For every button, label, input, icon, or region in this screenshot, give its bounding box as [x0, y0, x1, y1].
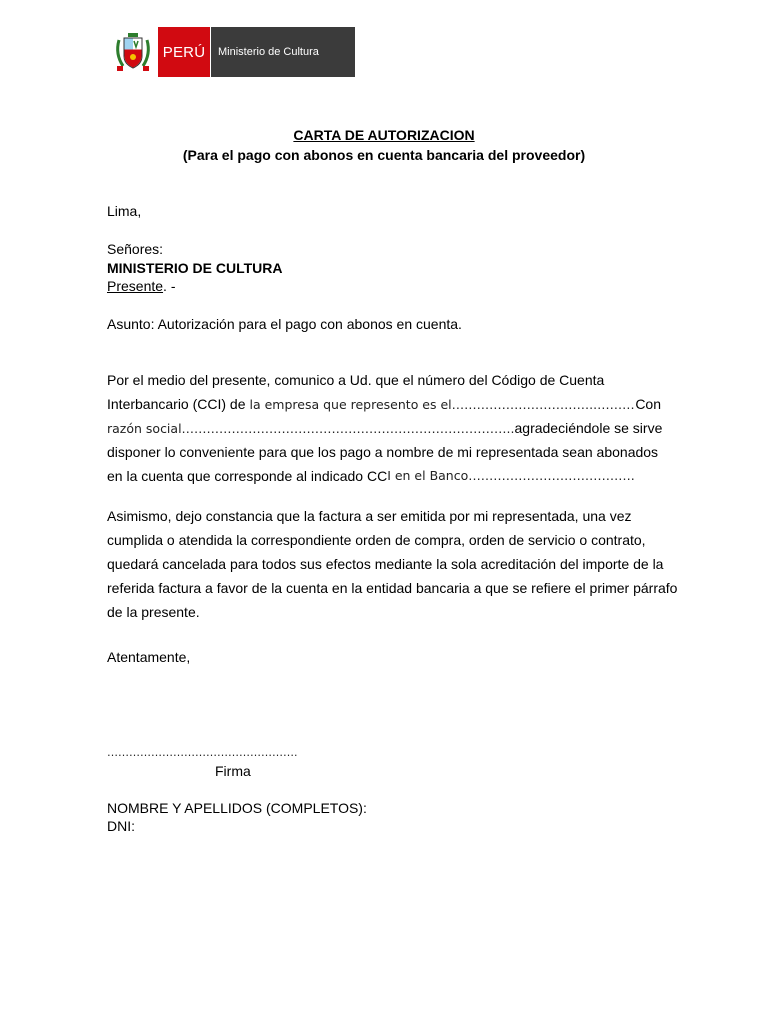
paragraph-line [107, 392, 661, 416]
paragraph-line [107, 504, 661, 528]
paragraph-invoice [107, 504, 678, 624]
salutation: Señores: [107, 241, 164, 257]
paragraph-line [107, 464, 661, 488]
bank-name-blank: …………………………………. [468, 468, 635, 483]
city-line: Lima, [107, 203, 142, 219]
letter-subtitle: (Para el pago con abonos en cuenta bancaria del proveedor) [182, 147, 586, 163]
line-text: disponer lo conveniente para que los pago a nombre de mi representada sean abonados [107, 444, 659, 460]
line-text: Por el medio del presente, comunico a Ud. que el número del Código de Cuenta [107, 372, 605, 388]
paragraph-cci [107, 368, 661, 488]
line-text: Interbancario (CCI) de [107, 396, 246, 412]
dni-label: DNI: [107, 818, 135, 834]
cci-blank: ……………………………..……… [451, 397, 635, 412]
line-text: cumplida o atendida la correspondiente orden de compra, orden de servicio o contrato, [107, 532, 646, 548]
signature-line: ……………………………………………. [107, 746, 298, 759]
ministry-logo [108, 27, 355, 77]
signature-label: Firma [215, 763, 251, 779]
paragraph-line [107, 552, 664, 576]
line-text: en la cuenta que corresponde al indicado CC [107, 468, 388, 484]
paragraph-line [107, 368, 661, 392]
peru-coat-of-arms-icon [108, 27, 158, 77]
paragraph-line [107, 600, 661, 624]
line-text: razón social [107, 421, 182, 436]
presente-line [107, 277, 176, 295]
paragraph-line [107, 576, 678, 600]
closing: Atentamente, [107, 649, 191, 665]
name-label: NOMBRE Y APELLIDOS (COMPLETOS): [107, 800, 367, 816]
line-text: Asimismo, dejo constancia que la factura a ser emitida por mi representada, una vez [107, 508, 632, 524]
presente-suffix: . - [163, 278, 176, 294]
subject-line: Asunto: Autorización para el pago con abonos en cuenta. [107, 316, 462, 332]
letter-title: CARTA DE AUTORIZACION [293, 127, 475, 143]
paragraph-line [107, 528, 661, 552]
recipient-name: MINISTERIO DE CULTURA [107, 260, 283, 276]
presente-word: Presente [107, 278, 164, 294]
company-name-blank: …………………………………………………………………….. [181, 421, 515, 436]
country-label: PERÚ [158, 27, 211, 77]
line-text: agradeciéndole se sirve [514, 420, 663, 436]
paragraph-line [107, 416, 661, 440]
line-text: Con [635, 396, 661, 412]
line-text: I en el Banco [387, 468, 469, 483]
line-text: de la presente. [107, 604, 200, 620]
line-text: referida factura a favor de la cuenta en la entidad bancaria a que se refiere el primer párrafo [107, 580, 678, 596]
line-text: quedará cancelada para todos sus efectos mediante la sola acreditación del importe de la [107, 556, 664, 572]
paragraph-line [107, 440, 661, 464]
line-text: la empresa que represento es el [245, 397, 452, 412]
ministry-label: Ministerio de Cultura [211, 27, 355, 77]
